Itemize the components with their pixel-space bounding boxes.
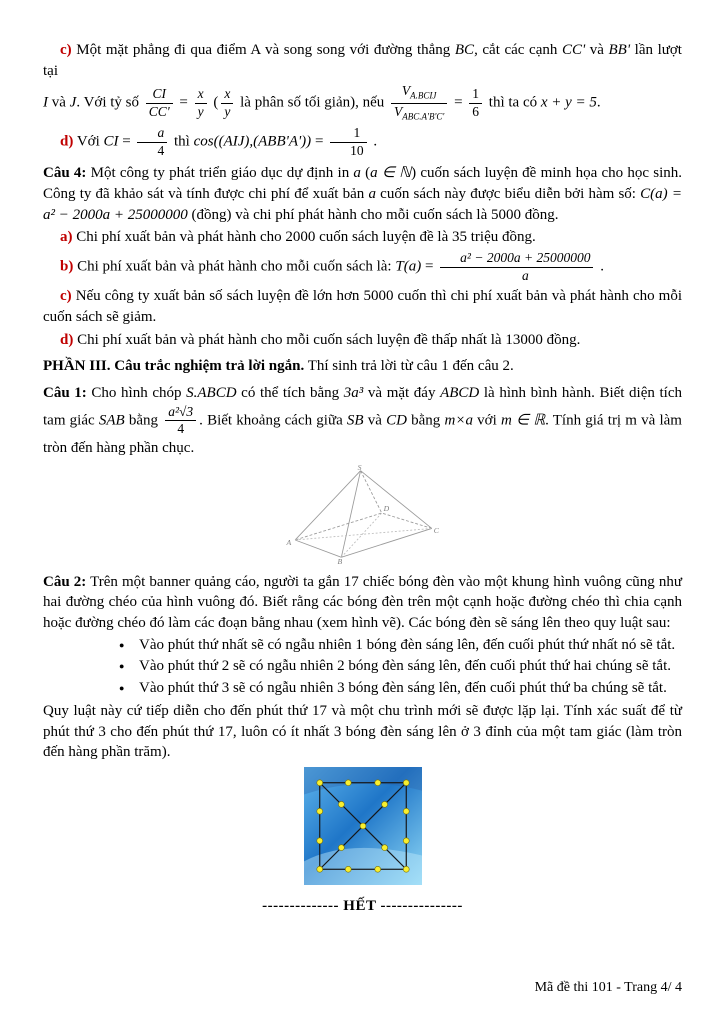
list-item <box>119 636 682 656</box>
math-var: BC <box>454 42 475 58</box>
math-number: 5000 <box>363 288 394 305</box>
light-bulb <box>345 780 351 786</box>
numerator: x <box>197 86 204 102</box>
volume-subscript: A.BCIJ <box>410 91 437 102</box>
diagonal-ac <box>295 528 432 540</box>
denominator: CC' <box>146 103 173 120</box>
light-bulb <box>403 780 409 786</box>
equals-sign: = <box>311 133 328 150</box>
body-text: , cắt các cạnh <box>474 42 562 58</box>
light-bulb <box>316 780 322 786</box>
statement-label: d) <box>60 133 74 150</box>
math-expression: 3a³ <box>343 385 364 401</box>
math-var: BB' <box>608 42 631 58</box>
volume-ratio-fraction <box>391 84 447 122</box>
math-var: S.ABCD <box>186 385 237 401</box>
denominator: a <box>440 267 593 284</box>
body-text: và mặt đáy <box>363 385 441 401</box>
fraction <box>195 87 207 119</box>
body-text: cuốn sách này được biểu diễn bởi hàm số: <box>375 186 641 203</box>
light-bulb <box>338 845 344 851</box>
light-bulb <box>316 808 322 814</box>
statement-c-continued <box>43 83 682 123</box>
math-var: a <box>353 165 361 182</box>
section-instructions: Thí sinh trả lời từ câu 1 đến câu 2. <box>304 358 514 375</box>
end-of-exam-marker: -------------- HẾT --------------- <box>262 898 463 915</box>
body-text: Chi phí xuất bản và phát hành cho <box>72 229 286 246</box>
vertex-label-d: D <box>383 503 390 513</box>
light-bulb <box>374 866 380 872</box>
volume-symbol: V <box>394 103 403 119</box>
equals-sign: = <box>450 94 467 111</box>
light-bulb <box>381 845 387 851</box>
q4-statement-d <box>43 330 682 351</box>
body-text: . Tính giá trị m và làm tròn đến hàng phần chục. <box>43 412 682 456</box>
vertex-label-b: B <box>337 556 343 565</box>
math-number: 35 <box>452 229 467 246</box>
math-var: CI <box>103 133 119 150</box>
numerator <box>391 84 447 102</box>
fraction <box>469 87 482 119</box>
body-text: Nếu công ty xuất bản số sách luyện đề lớn hơn <box>71 288 364 305</box>
body-text: cuốn thì chi phí xuất bản và phát hành cho mỗi cuốn sách sẽ giảm. <box>43 288 682 325</box>
math-var: a <box>368 186 376 203</box>
denominator: y <box>195 103 207 120</box>
body-text: thì <box>170 133 194 150</box>
denominator: 10 <box>330 142 367 159</box>
section-title: PHẦN III. Câu trắc nghiệm trả lời ngắn. <box>43 358 305 375</box>
cost-formula: C(a) = a² − 2000a + 25000000 <box>43 186 682 223</box>
bullet-icon: ● <box>119 639 125 650</box>
numerator: a²√3 <box>168 403 194 419</box>
body-text: và <box>48 94 70 111</box>
numerator: CI <box>152 86 166 102</box>
body-text: . <box>369 133 378 150</box>
equals-sign: = <box>421 258 438 275</box>
body-text: . <box>596 94 601 111</box>
question-1 <box>43 383 682 459</box>
fraction <box>330 126 367 158</box>
statement-d <box>43 125 682 159</box>
math-number: 2000 <box>285 229 316 246</box>
body-text: triệu đồng. <box>467 229 536 246</box>
math-var: CD <box>386 412 407 429</box>
body-text: (đồng) và chi phí phát hành cho mỗi cuốn sách là 5000 đồng. <box>187 206 559 223</box>
pyramid-figure-wrapper <box>43 463 682 570</box>
math-expression: m ∈ ℝ <box>500 412 546 429</box>
math-number: 13000 <box>505 331 543 348</box>
bullet-icon: ● <box>119 683 125 694</box>
body-text: đồng. <box>542 331 581 348</box>
body-text: Một công ty phát triển giáo dục dự định in <box>86 165 354 182</box>
question-4 <box>43 163 682 225</box>
statement-c <box>43 40 682 81</box>
question-label: Câu 1: <box>43 385 87 401</box>
math-var: SAB <box>98 412 125 429</box>
body-text: bằng <box>406 412 445 429</box>
denominator <box>391 103 447 122</box>
denominator: 6 <box>469 103 482 120</box>
equals-sign: = <box>118 133 135 150</box>
body-text: có thể tích bằng <box>236 385 344 401</box>
body-text: ) cuốn sách luyện đề minh họa cho học sinh. Công ty đã khảo sát và tính được chi phí để xuất bản <box>43 165 683 203</box>
numerator: a² − 2000a + 25000000 <box>460 250 591 266</box>
body-text: thì ta có <box>485 94 541 111</box>
math-var: I <box>43 94 48 111</box>
body-text: Chi phí xuất bản và phát hành cho mỗi cuốn sách luyện đề thấp nhất là <box>73 331 506 348</box>
lighting-rules-list <box>119 636 682 699</box>
statement-label: d) <box>60 331 74 348</box>
math-expression: T(a) <box>395 258 422 275</box>
part-3-heading <box>43 356 682 377</box>
body-text: là hình bình hành. Biết diện tích tam giác <box>43 385 682 429</box>
bullet-text: Vào phút thứ 3 sẽ có ngẫu nhiên 3 bóng đèn sáng lên, đến cuối phút thứ ba chúng sẽ tắt. <box>139 680 667 697</box>
light-bulb <box>316 866 322 872</box>
q4-statement-a <box>43 227 682 248</box>
bullet-icon: ● <box>119 661 125 672</box>
light-bulb <box>360 823 366 829</box>
statement-label: c) <box>60 288 72 305</box>
banner-figure <box>304 767 422 885</box>
body-text: với <box>472 412 501 429</box>
body-text: Một mặt phẳng đi qua điểm A và song song với đường thẳng <box>71 42 455 58</box>
body-text: Với <box>73 133 104 150</box>
math-var: ABCD <box>440 385 480 401</box>
edge-sd <box>361 470 382 512</box>
numerator: 1 <box>353 125 361 141</box>
light-bulb <box>374 780 380 786</box>
numerator: a <box>157 125 165 141</box>
question-2-closing: Quy luật này cứ tiếp diễn cho đến phút thứ 17 và một chu trình mới sẽ được lặp lại. Tính xác suất để từ phút thứ 3 cho đến phút thứ 17, luôn có ít nhất 3 bóng đèn sáng lên ở 3 đỉnh của một tam giác (làm tròn đến hàng phần trăm). <box>43 702 682 761</box>
math-var: J <box>69 94 77 111</box>
body-text: . Biết khoảng cách giữa <box>199 412 347 429</box>
edge-sc <box>361 470 432 528</box>
body-text: là phân số tối giản), nếu <box>236 94 389 111</box>
light-bulb <box>403 866 409 872</box>
statement-label: c) <box>60 42 72 58</box>
bullet-text: Vào phút thứ 2 sẽ có ngẫu nhiên 2 bóng đèn sáng lên, đến cuối phút thứ hai chúng sẽ tắt. <box>139 658 671 675</box>
light-bulb <box>403 838 409 844</box>
body-text: Trên một banner quảng cáo, người ta gắn 17 chiếc bóng đèn vào một khung hình vuông cũng như hai đường chéo của hình vuông đó. Biết rằng các bóng đèn trên một cạnh hoặc đường chéo thì chia cạnh hoặc đường chéo đó làm các đoạn bằng nhau (xem hình vẽ). Các bóng đèn sẽ sáng lên theo quy luật sau: <box>43 573 682 631</box>
denominator: y <box>221 103 233 120</box>
q4-statement-c <box>43 286 682 327</box>
light-bulb <box>381 801 387 807</box>
body-text: ( <box>360 165 371 182</box>
volume-subscript: ABC.A'B'C' <box>402 111 445 122</box>
light-bulb <box>345 866 351 872</box>
bullet-text: Vào phút thứ nhất sẽ có ngẫu nhiên 1 bóng đèn sáng lên, đến cuối phút thứ nhất nó sẽ tắt. <box>139 636 676 653</box>
q4-statement-b <box>43 250 682 284</box>
list-item <box>119 657 682 677</box>
body-text: Chi phí xuất bản và phát hành cho mỗi cuốn sách là: <box>73 258 396 275</box>
fraction <box>137 126 167 158</box>
math-var: CC' <box>561 42 586 58</box>
light-bulb <box>403 808 409 814</box>
math-expression: a ∈ ℕ <box>370 165 412 182</box>
light-bulb <box>316 838 322 844</box>
body-text: . Với tỷ số <box>76 94 143 111</box>
statement-label: b) <box>60 258 74 275</box>
body-text: cuốn sách luyện đề là <box>315 229 452 246</box>
body-text: . <box>596 258 604 275</box>
equals-sign: = <box>175 94 192 111</box>
edge-ab-bc <box>295 528 432 557</box>
question-2 <box>43 572 682 634</box>
edge-sb <box>341 470 360 557</box>
math-expression: x + y = 5 <box>540 94 597 111</box>
edge-cd-da <box>295 513 432 540</box>
question-label: Câu 4: <box>43 165 87 182</box>
light-bulb <box>338 801 344 807</box>
math-expression: m×a <box>444 412 473 429</box>
fraction <box>221 87 233 119</box>
fraction <box>146 87 173 119</box>
banner-figure-wrapper <box>43 767 682 890</box>
body-text: bằng <box>124 412 163 429</box>
body-text: lần lượt tại <box>43 42 682 79</box>
denominator: 4 <box>137 142 167 159</box>
numerator: x <box>224 86 231 102</box>
volume-symbol: V <box>401 83 411 99</box>
body-text: Cho hình chóp <box>86 385 187 401</box>
denominator: 4 <box>165 420 196 437</box>
unit-cost-fraction <box>440 251 593 283</box>
body-text: ( <box>209 94 219 111</box>
list-item <box>119 679 682 699</box>
vertex-label-a: A <box>286 537 292 547</box>
vertex-label-s: S <box>357 462 362 472</box>
math-var: SB <box>346 412 364 429</box>
question-label: Câu 2: <box>43 573 87 590</box>
page-footer: Mã đề thi 101 - Trang 4/ 4 <box>534 980 682 995</box>
body-text: và <box>363 412 387 429</box>
vertex-label-c: C <box>433 525 439 535</box>
area-fraction <box>165 405 196 437</box>
statement-label: a) <box>60 229 73 246</box>
numerator: 1 <box>472 86 480 102</box>
body-text: và <box>585 42 609 58</box>
pyramid-figure <box>285 463 440 565</box>
math-expression: cos((AIJ),(ABB'A')) <box>193 133 312 150</box>
